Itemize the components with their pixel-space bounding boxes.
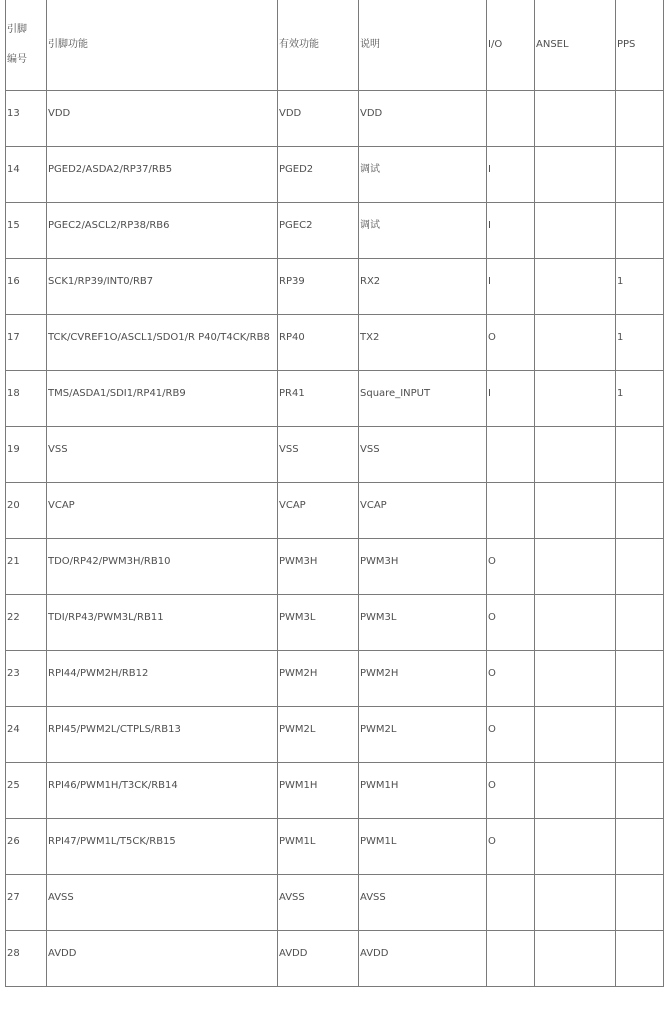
table-row	[6, 875, 664, 931]
cell-pin-function: RPI47/PWM1L/T5CK/RB15	[47, 819, 278, 875]
cell-pin-number: 26	[6, 819, 47, 875]
cell-ansel	[535, 595, 616, 651]
cell-description: 调试	[359, 203, 487, 259]
cell-effective-function: PWM1H	[278, 763, 359, 819]
pin-assignment-table	[5, 0, 664, 987]
cell-description: PWM1H	[359, 763, 487, 819]
cell-io: O	[487, 819, 535, 875]
cell-pin-function: RPI44/PWM2H/RB12	[47, 651, 278, 707]
cell-description: Square_INPUT	[359, 371, 487, 427]
table-row	[6, 91, 664, 147]
cell-description: VCAP	[359, 483, 487, 539]
cell-pps	[616, 763, 664, 819]
cell-description: PWM2L	[359, 707, 487, 763]
cell-ansel	[535, 259, 616, 315]
table-row	[6, 203, 664, 259]
cell-pin-number: 13	[6, 91, 47, 147]
cell-effective-function: RP40	[278, 315, 359, 371]
cell-io	[487, 875, 535, 931]
cell-effective-function: PR41	[278, 371, 359, 427]
cell-ansel	[535, 875, 616, 931]
header-pin-number-line2: 编号	[7, 53, 27, 65]
cell-ansel	[535, 147, 616, 203]
cell-pin-number: 19	[6, 427, 47, 483]
cell-io: O	[487, 315, 535, 371]
cell-io: O	[487, 707, 535, 763]
cell-effective-function: AVDD	[278, 931, 359, 987]
cell-effective-function: PWM2L	[278, 707, 359, 763]
cell-description: AVSS	[359, 875, 487, 931]
cell-pps: 1	[616, 371, 664, 427]
cell-pin-function: RPI45/PWM2L/CTPLS/RB13	[47, 707, 278, 763]
cell-pps	[616, 539, 664, 595]
cell-effective-function: AVSS	[278, 875, 359, 931]
cell-effective-function: VDD	[278, 91, 359, 147]
cell-pin-number: 16	[6, 259, 47, 315]
cell-ansel	[535, 483, 616, 539]
cell-io: O	[487, 763, 535, 819]
cell-pin-number: 20	[6, 483, 47, 539]
cell-description: 调试	[359, 147, 487, 203]
cell-pps	[616, 819, 664, 875]
cell-effective-function: PGEC2	[278, 203, 359, 259]
cell-effective-function: PGED2	[278, 147, 359, 203]
cell-pps: 1	[616, 315, 664, 371]
table-row	[6, 931, 664, 987]
table-row	[6, 819, 664, 875]
cell-ansel	[535, 203, 616, 259]
cell-description: RX2	[359, 259, 487, 315]
table-row	[6, 259, 664, 315]
header-pin-number	[6, 0, 47, 91]
cell-description: PWM1L	[359, 819, 487, 875]
cell-description: VDD	[359, 91, 487, 147]
cell-pin-function: TCK/CVREF1O/ASCL1/SDO1/R P40/T4CK/RB8	[47, 315, 278, 371]
cell-pin-function: AVDD	[47, 931, 278, 987]
cell-pps	[616, 931, 664, 987]
cell-pin-function: TMS/ASDA1/SDI1/RP41/RB9	[47, 371, 278, 427]
cell-pps	[616, 875, 664, 931]
cell-io	[487, 427, 535, 483]
cell-ansel	[535, 315, 616, 371]
cell-effective-function: VCAP	[278, 483, 359, 539]
cell-pin-function: TDO/RP42/PWM3H/RB10	[47, 539, 278, 595]
table-row	[6, 707, 664, 763]
cell-pin-function: PGED2/ASDA2/RP37/RB5	[47, 147, 278, 203]
cell-pps	[616, 147, 664, 203]
cell-ansel	[535, 651, 616, 707]
table-row	[6, 763, 664, 819]
cell-pin-function: VDD	[47, 91, 278, 147]
table-header-row	[6, 0, 664, 91]
cell-description: PWM2H	[359, 651, 487, 707]
cell-pin-function: PGEC2/ASCL2/RP38/RB6	[47, 203, 278, 259]
header-pin-function: 引脚功能	[47, 0, 278, 91]
cell-description: TX2	[359, 315, 487, 371]
cell-description: AVDD	[359, 931, 487, 987]
cell-ansel	[535, 91, 616, 147]
cell-pin-number: 24	[6, 707, 47, 763]
cell-pps	[616, 651, 664, 707]
cell-ansel	[535, 427, 616, 483]
cell-pin-function: TDI/RP43/PWM3L/RB11	[47, 595, 278, 651]
cell-pps: 1	[616, 259, 664, 315]
cell-io: I	[487, 371, 535, 427]
cell-ansel	[535, 539, 616, 595]
cell-pps	[616, 427, 664, 483]
table-row	[6, 371, 664, 427]
table-row	[6, 651, 664, 707]
cell-pin-number: 15	[6, 203, 47, 259]
cell-description: PWM3H	[359, 539, 487, 595]
cell-pin-function: VSS	[47, 427, 278, 483]
table-row	[6, 483, 664, 539]
cell-pps	[616, 91, 664, 147]
table-row	[6, 539, 664, 595]
cell-ansel	[535, 707, 616, 763]
table-row	[6, 595, 664, 651]
header-io: I/O	[487, 0, 535, 91]
cell-io: O	[487, 539, 535, 595]
cell-pin-number: 14	[6, 147, 47, 203]
header-pps: PPS	[616, 0, 664, 91]
cell-pps	[616, 203, 664, 259]
cell-io: O	[487, 651, 535, 707]
cell-pps	[616, 707, 664, 763]
cell-effective-function: RP39	[278, 259, 359, 315]
cell-io	[487, 483, 535, 539]
cell-effective-function: PWM3H	[278, 539, 359, 595]
cell-ansel	[535, 371, 616, 427]
header-description: 说明	[359, 0, 487, 91]
cell-pin-number: 17	[6, 315, 47, 371]
cell-pin-function: VCAP	[47, 483, 278, 539]
cell-pin-function: RPI46/PWM1H/T3CK/RB14	[47, 763, 278, 819]
cell-io: I	[487, 259, 535, 315]
header-effective-function: 有效功能	[278, 0, 359, 91]
cell-io: I	[487, 147, 535, 203]
cell-pin-number: 18	[6, 371, 47, 427]
cell-io	[487, 91, 535, 147]
cell-pin-number: 28	[6, 931, 47, 987]
table-row	[6, 147, 664, 203]
table-row	[6, 315, 664, 371]
cell-pin-number: 27	[6, 875, 47, 931]
cell-pin-number: 25	[6, 763, 47, 819]
cell-pps	[616, 595, 664, 651]
cell-ansel	[535, 931, 616, 987]
cell-pin-number: 23	[6, 651, 47, 707]
cell-pin-function: AVSS	[47, 875, 278, 931]
cell-effective-function: PWM3L	[278, 595, 359, 651]
cell-description: PWM3L	[359, 595, 487, 651]
cell-effective-function: PWM1L	[278, 819, 359, 875]
cell-effective-function: VSS	[278, 427, 359, 483]
cell-io	[487, 931, 535, 987]
cell-effective-function: PWM2H	[278, 651, 359, 707]
table-row	[6, 427, 664, 483]
header-ansel: ANSEL	[535, 0, 616, 91]
pin-table-container	[5, 0, 664, 987]
cell-io: I	[487, 203, 535, 259]
cell-ansel	[535, 819, 616, 875]
cell-pin-number: 21	[6, 539, 47, 595]
cell-pps	[616, 483, 664, 539]
cell-ansel	[535, 763, 616, 819]
cell-description: VSS	[359, 427, 487, 483]
cell-io: O	[487, 595, 535, 651]
cell-pin-function: SCK1/RP39/INT0/RB7	[47, 259, 278, 315]
header-pin-number-line1: 引脚	[7, 23, 27, 35]
cell-pin-number: 22	[6, 595, 47, 651]
